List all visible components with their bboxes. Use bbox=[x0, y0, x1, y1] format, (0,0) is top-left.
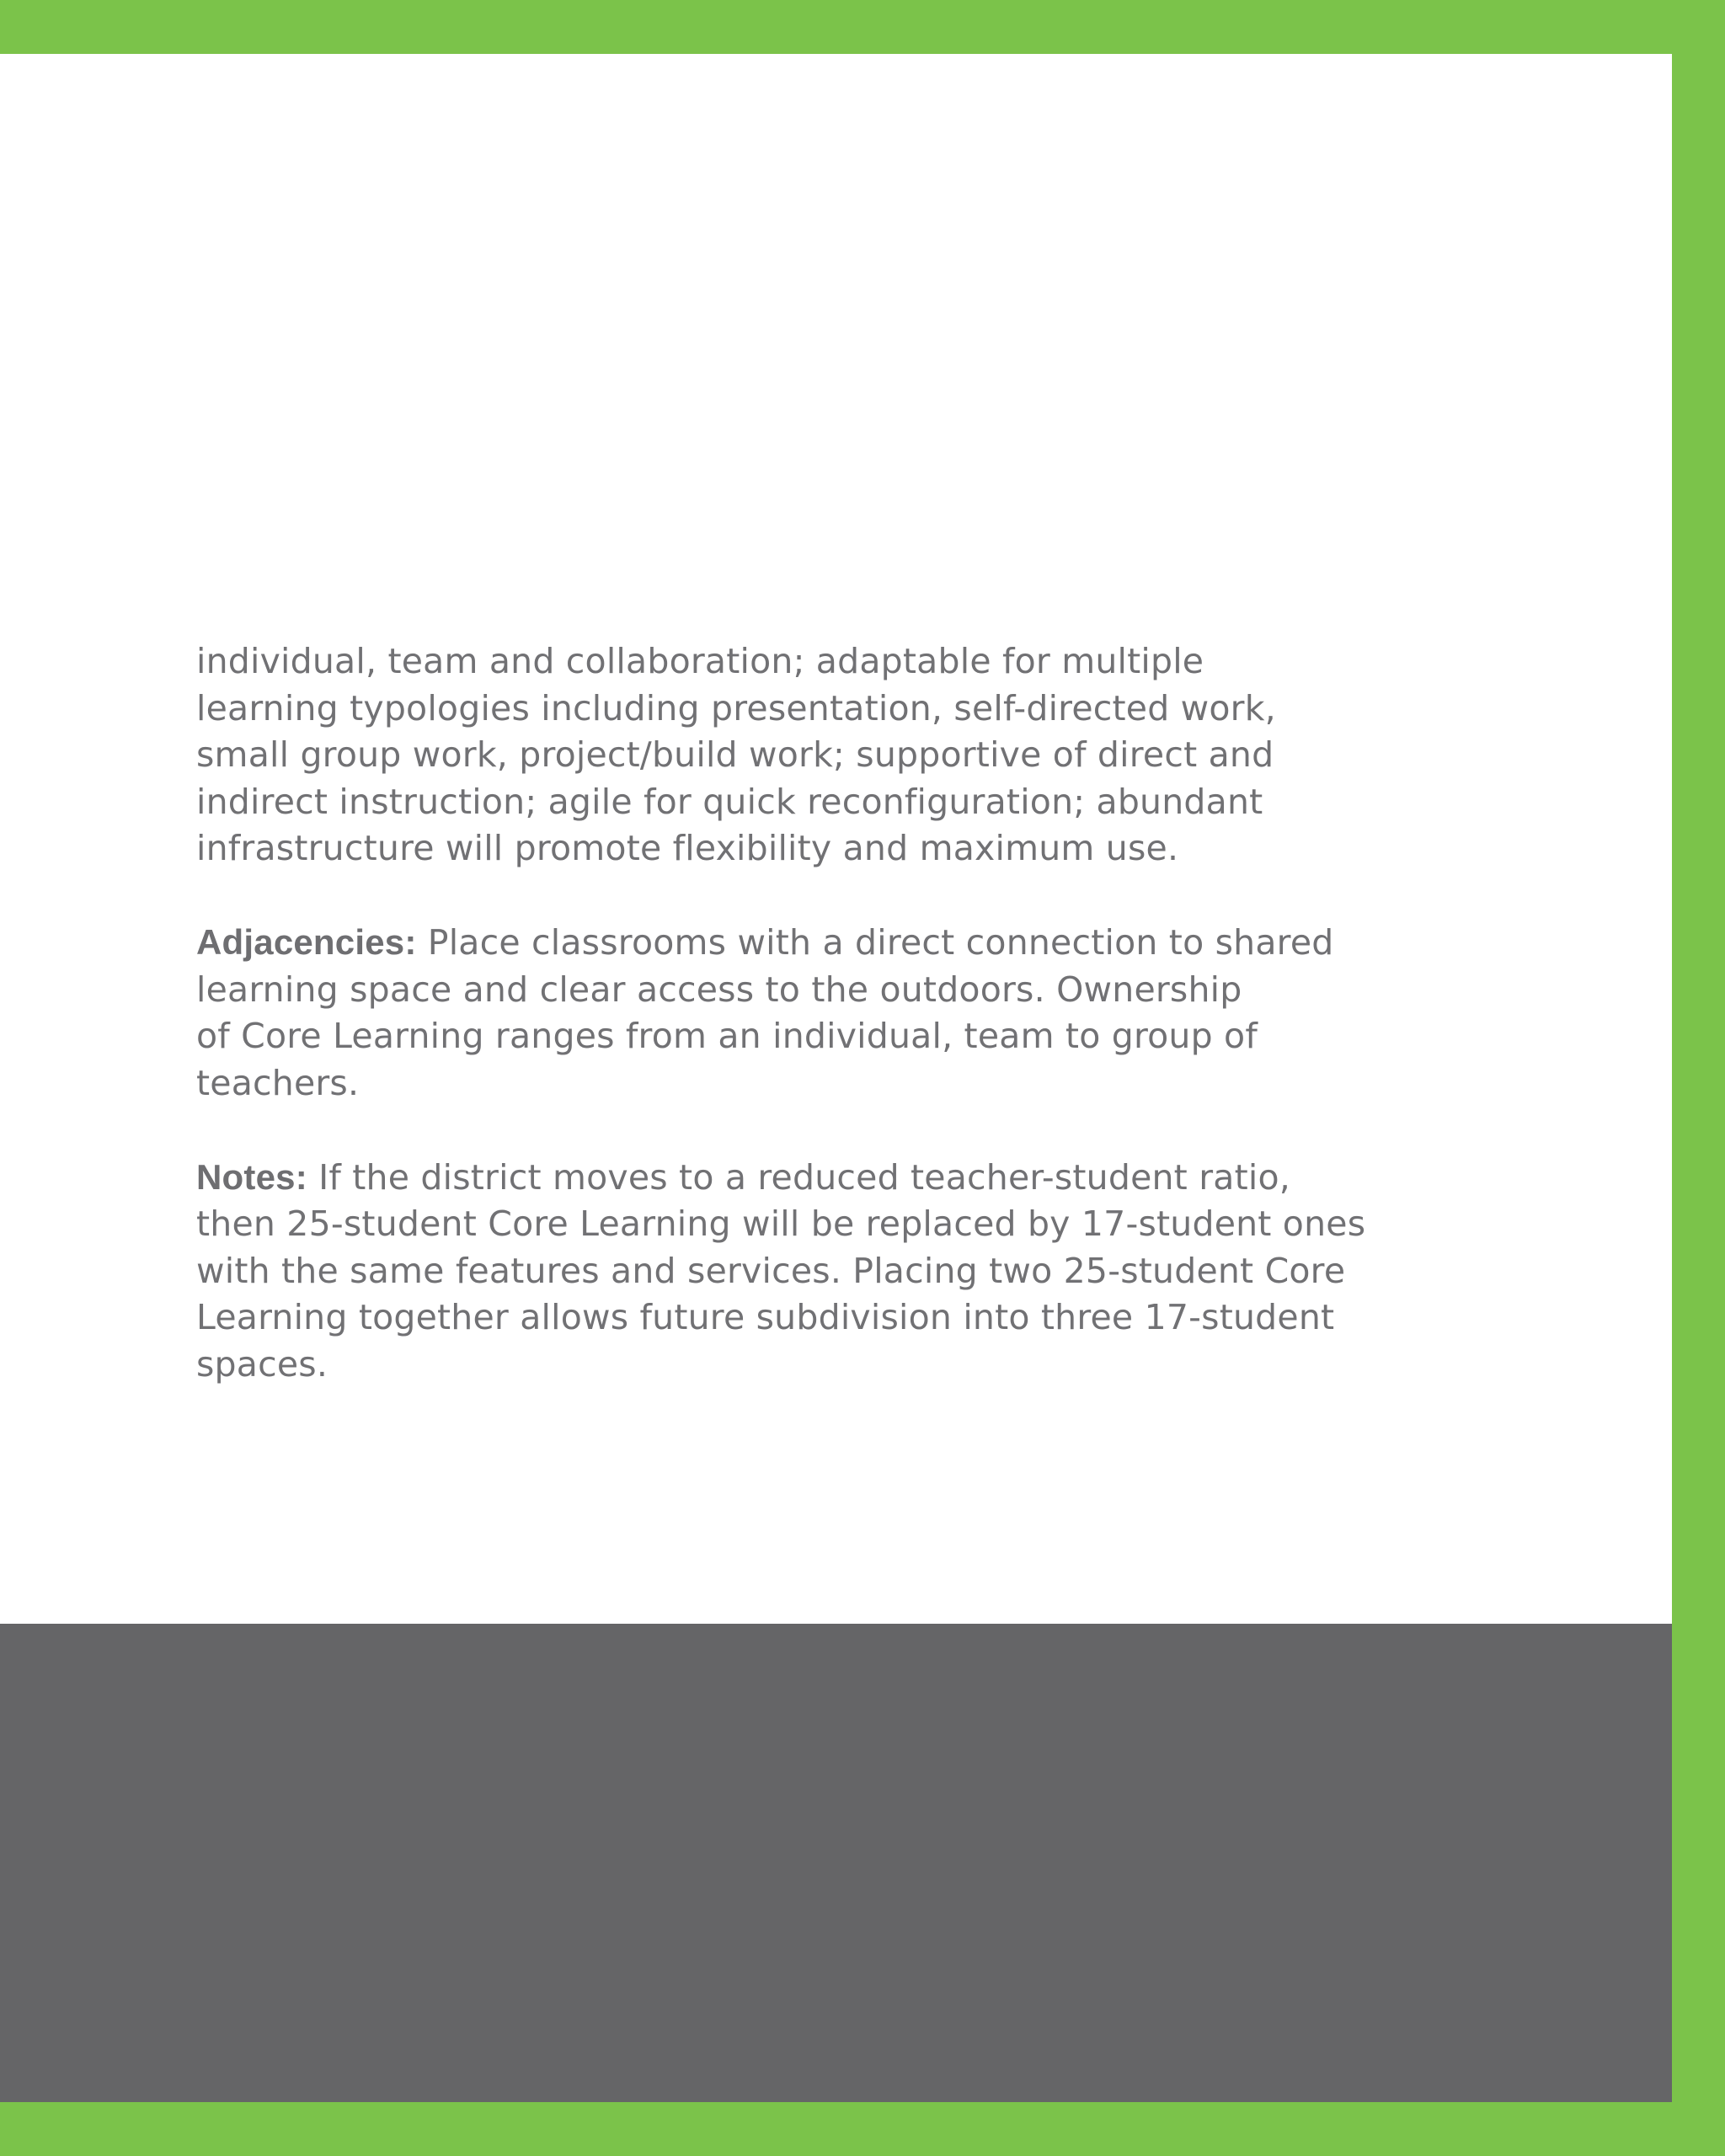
adjacencies-line-4: teachers. bbox=[196, 1062, 360, 1103]
body-text bbox=[196, 638, 1392, 1435]
intro-line-3: small group work, project/build work; supportive of direct and bbox=[196, 734, 1274, 775]
adjacencies-line-2: learning space and clear access to the outdoors. Ownership bbox=[196, 969, 1242, 1010]
notes-line-2: then 25-student Core Learning will be replaced by 17-student ones bbox=[196, 1203, 1366, 1244]
adjacencies-line-3: of Core Learning ranges from an individual, team to group of bbox=[196, 1016, 1258, 1056]
intro-paragraph bbox=[196, 638, 1392, 873]
notes-line-4: Learning together allows future subdivision into three 17-student bbox=[196, 1297, 1335, 1337]
intro-line-5: infrastructure will promote flexibility and maximum use. bbox=[196, 828, 1179, 868]
notes-line-3: with the same features and services. Placing two 25-student Core bbox=[196, 1250, 1346, 1291]
intro-line-2: learning typologies including presentation, self-directed work, bbox=[196, 687, 1276, 728]
intro-line-4: indirect instruction; agile for quick reconfiguration; abundant bbox=[196, 781, 1263, 822]
adjacencies-line-1: Place classrooms with a direct connection to shared bbox=[416, 922, 1334, 963]
intro-line-1: individual, team and collaboration; adaptable for multiple bbox=[196, 641, 1204, 681]
footer-gray-band bbox=[0, 1624, 1672, 2102]
notes-line-1: If the district moves to a reduced teacher-student ratio, bbox=[307, 1156, 1290, 1198]
adjacencies-paragraph bbox=[196, 919, 1392, 1107]
notes-line-5: spaces. bbox=[196, 1343, 328, 1385]
adjacencies-label: Adjacencies: bbox=[196, 922, 417, 962]
notes-paragraph bbox=[196, 1154, 1392, 1389]
notes-label: Notes: bbox=[196, 1156, 307, 1197]
